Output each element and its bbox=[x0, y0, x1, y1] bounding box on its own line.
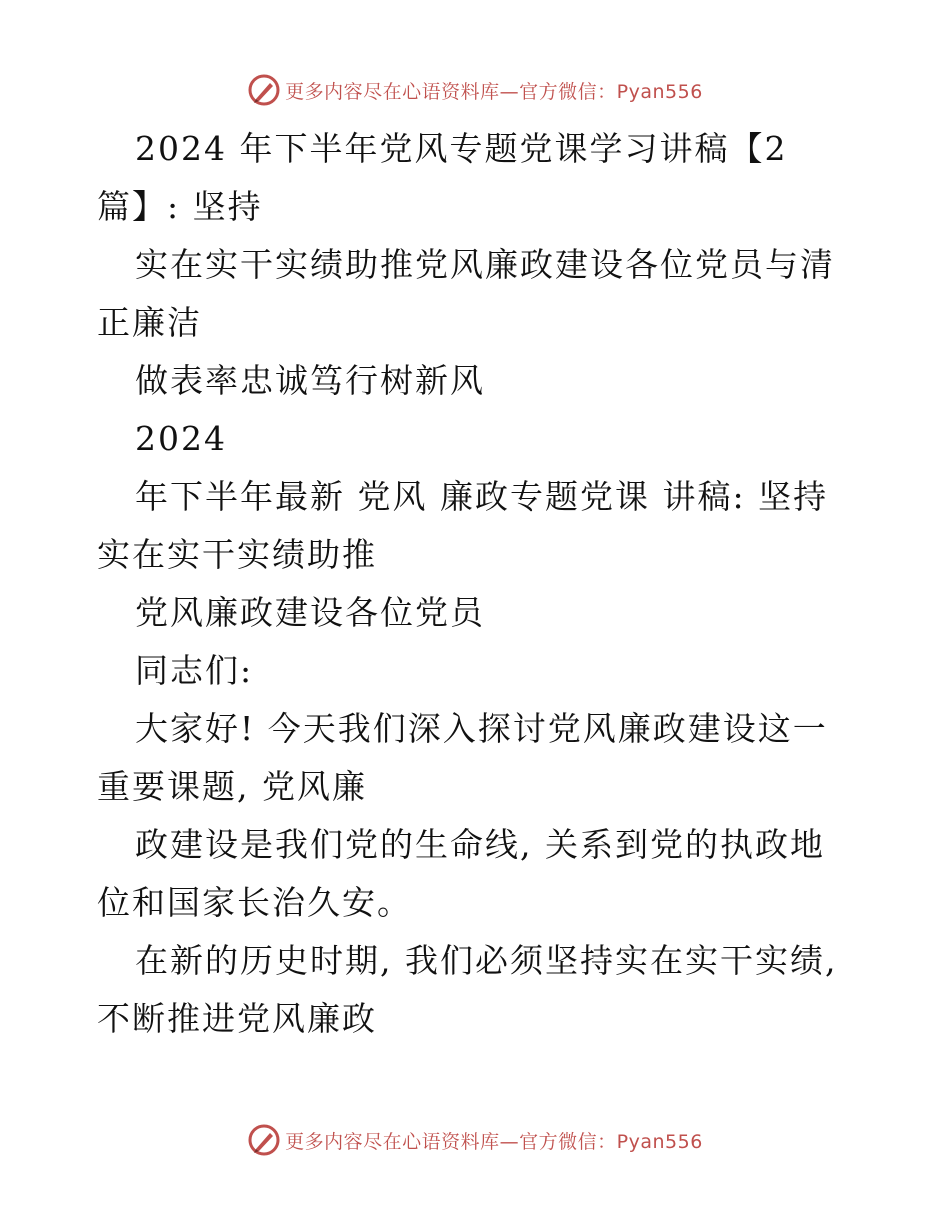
pen-logo-icon bbox=[247, 73, 281, 107]
paragraph: 党风廉政建设各位党员 bbox=[135, 593, 485, 632]
paragraph: 同志们: bbox=[135, 651, 254, 690]
pen-logo-icon bbox=[247, 1123, 281, 1157]
paragraph: 2024 年下半年党风专题党课学习讲稿【2 篇】: 坚持 bbox=[97, 129, 788, 226]
paragraph: 政建设是我们党的生命线, 关系到党的执政地位和国家长治久安。 bbox=[97, 825, 825, 922]
paragraph: 在新的历史时期, 我们必须坚持实在实干实绩, 不断推进党风廉政 bbox=[97, 941, 838, 1038]
header-watermark bbox=[0, 70, 950, 110]
paragraph: 实在实干实绩助推党风廉政建设各位党员与清正廉洁 bbox=[97, 245, 835, 342]
paragraph: 做表率忠诚笃行树新风 bbox=[135, 361, 485, 400]
watermark-text: 更多内容尽在心语资料库—官方微信：Pyan556 bbox=[285, 80, 703, 103]
watermark-text: 更多内容尽在心语资料库—官方微信：Pyan556 bbox=[285, 1130, 703, 1153]
paragraph: 大家好! 今天我们深入探讨党风廉政建设这一重要课题, 党风廉 bbox=[97, 709, 828, 806]
paragraph: 2024 bbox=[135, 419, 227, 458]
document-body bbox=[97, 120, 857, 1048]
paragraph: 年下半年最新 党风 廉政专题党课 讲稿: 坚持实在实干实绩助推 bbox=[97, 477, 829, 574]
footer-watermark bbox=[0, 1120, 950, 1160]
